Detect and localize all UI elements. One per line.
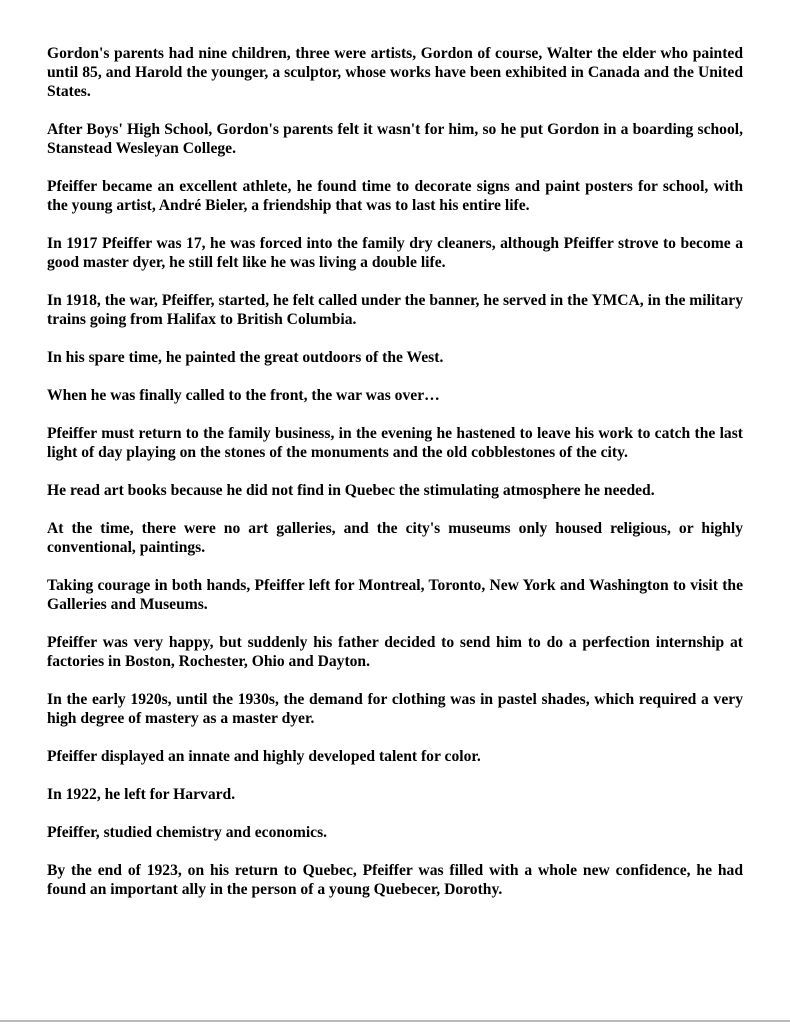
paragraph-war-over: When he was finally called to the front, the war was over… bbox=[47, 387, 440, 404]
paragraph-athlete: Pfeiffer became an excellent athlete, he found time to decorate signs and paint posters for school, with the young artist, André Bieler, a friendship that was to last his entire life. bbox=[47, 178, 743, 214]
paragraph-war-ymca: In 1918, the war, Pfeiffer, started, he felt called under the banner, he served in the YMCA, in the military trains going from Halifax to British Columbia. bbox=[47, 292, 743, 328]
paragraph-galleries: At the time, there were no art galleries, and the city's museums only housed religious, or highly conventional, paintings. bbox=[47, 520, 743, 556]
page-bottom-edge bbox=[0, 1020, 790, 1022]
paragraph-family-business: Pfeiffer must return to the family business, in the evening he hastened to leave his work to catch the last light of day playing on the stones of the monuments and the old cobblestones of the city. bbox=[47, 425, 743, 461]
paragraph-internship: Pfeiffer was very happy, but suddenly his father decided to send him to do a perfection internship at factories in Boston, Rochester, Ohio and Dayton. bbox=[47, 634, 743, 670]
paragraph-pastel-shades: In the early 1920s, until the 1930s, the demand for clothing was in pastel shades, which required a very high degree of mastery as a master dyer. bbox=[47, 691, 743, 727]
paragraph-return-quebec: By the end of 1923, on his return to Quebec, Pfeiffer was filled with a whole new confidence, he had found an important ally in the person of a young Quebecer, Dorothy. bbox=[47, 862, 743, 898]
paragraph-chemistry: Pfeiffer, studied chemistry and economics. bbox=[47, 824, 328, 841]
document-page bbox=[47, 44, 743, 918]
paragraph-parents: Gordon's parents had nine children, three were artists, Gordon of course, Walter the elder who painted until 85, and Harold the younger, a sculptor, whose works have been exhibited in Canada and the United States. bbox=[47, 45, 743, 100]
paragraph-harvard: In 1922, he left for Harvard. bbox=[47, 786, 236, 803]
paragraph-art-books: He read art books because he did not find in Quebec the stimulating atmosphere he needed. bbox=[47, 482, 655, 499]
paragraph-dry-cleaners: In 1917 Pfeiffer was 17, he was forced into the family dry cleaners, although Pfeiffer strove to become a good master dyer, he still felt like he was living a double life. bbox=[47, 235, 743, 271]
paragraph-talent-color: Pfeiffer displayed an innate and highly developed talent for color. bbox=[47, 748, 481, 765]
paragraph-travel: Taking courage in both hands, Pfeiffer left for Montreal, Toronto, New York and Washington to visit the Galleries and Museums. bbox=[47, 577, 743, 613]
paragraph-spare-time: In his spare time, he painted the great outdoors of the West. bbox=[47, 349, 444, 366]
paragraph-boarding-school: After Boys' High School, Gordon's parents felt it wasn't for him, so he put Gordon in a boarding school, Stanstead Wesleyan College. bbox=[47, 121, 743, 157]
